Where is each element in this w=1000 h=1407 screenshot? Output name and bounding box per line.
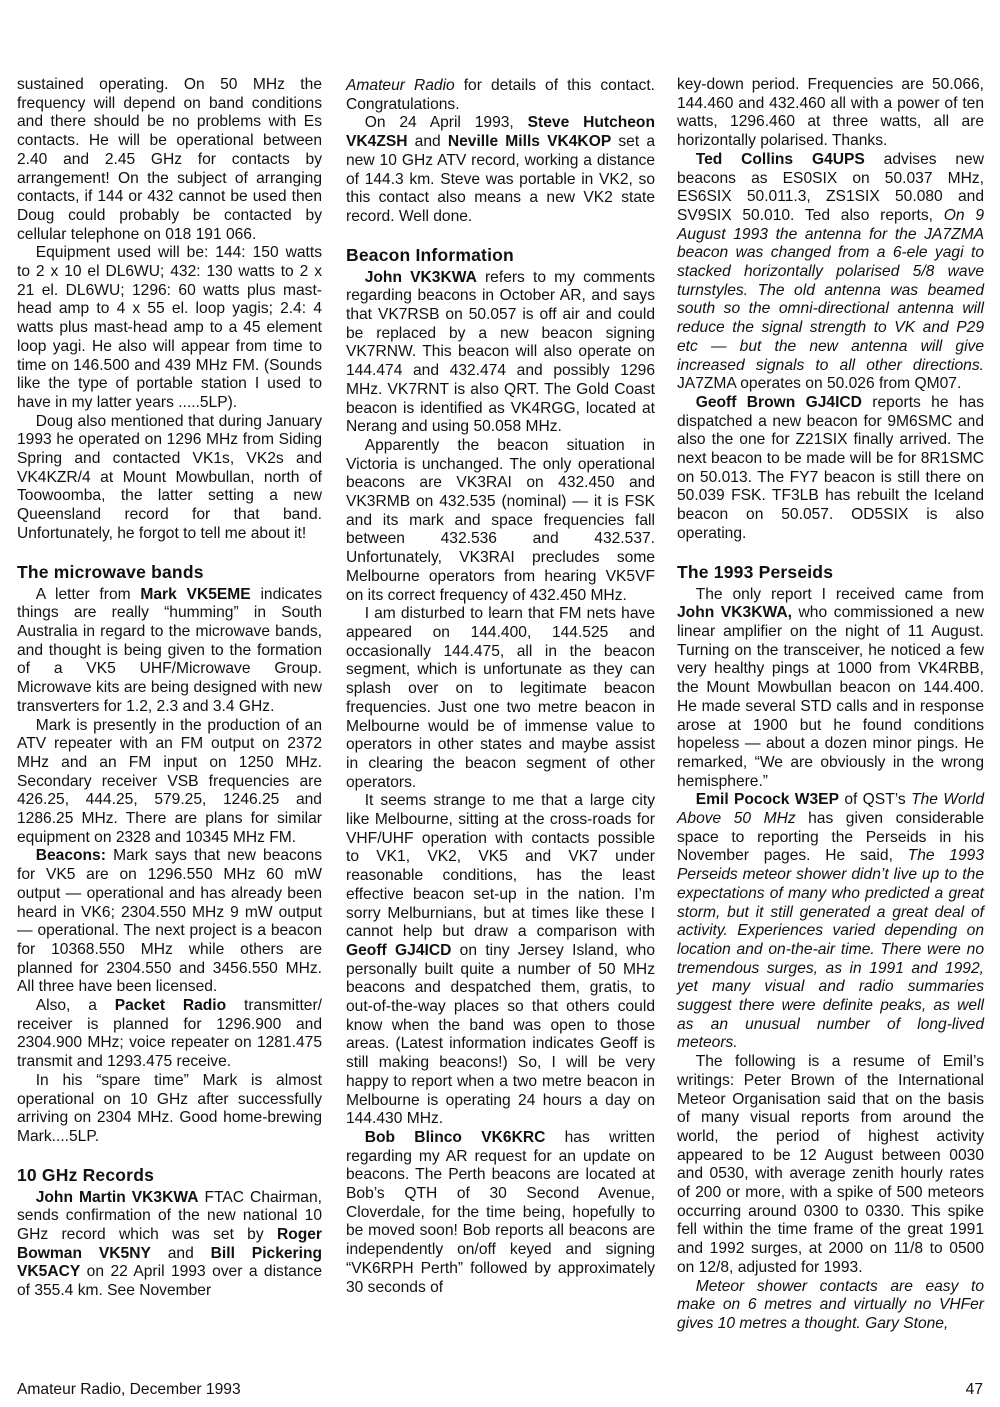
- paragraph: [17, 997, 322, 1072]
- paragraph: Doug also mentioned that during January 1993 he operated on 1296 MHz from Siding Spring and contacted VK1s, VK2s and VK4KZR/4 at Mount Mowbullan, north of Toowoomba, the latter setting a new Queensland record for that band. Unfortunately, he forgot to tell me about it!: [17, 412, 322, 542]
- paragraph: [17, 586, 322, 717]
- paragraph: [346, 114, 655, 226]
- paragraph: [677, 586, 984, 792]
- publication-title: The World Above 50 MHz: [677, 791, 984, 828]
- paragraph: [677, 1278, 984, 1334]
- paragraph: In his “spare time” Mark is almost operational on 10 GHz after successfully arriving on 2304 MHz. Good home-brewing Mark....5LP.: [17, 1071, 322, 1145]
- text-run: FTAC Chairman, sends confirmation of the new national 10 GHz record which was set by: [17, 1188, 322, 1244]
- text-run: advises new beacons as ES0SIX on 50.037 MHz, ES6SIX 50.011.3, ZS1SIX 50.080 and SV9SIX 50.010. Ted also reports,: [677, 150, 984, 224]
- page-number: 47: [965, 1381, 983, 1398]
- paragraph: The following is a resume of Emil’s writings: Peter Brown of the International Meteor Organisation said that on the basis of many visual reports from around the world, the period of highest activity appeared to be 12 August between 0030 and 0530, with average zenith hourly rates of 200 or more, with a spike of 500 meteors occurring around 0300 to 0330. This spike fell within the time frame of the great 1991 and 1992 surges, at 2000 on 11/8 to 0500 on 12/8, adjusted for 1993.: [677, 1053, 984, 1276]
- text-run: on tiny Jersey Island, who personally built quite a number of 50 MHz beacons and despatched them, gratis, to out-of-the-way places so that others could know when the band was open to those areas. (Latest information indicates Geoff is still making beacons!) So, I will be very happy to report when a two metre beacon in Melbourne is operating 24 hours a day on 144.430 MHz.: [346, 941, 655, 1128]
- text-run: On 24 April 1993,: [364, 114, 528, 132]
- text-run: who commissioned a new linear amplifier on the night of 11 August. Turning on the transceiver, he noticed a few very healthy pings at 1000 from VK4RBB, the Mount Mowbullan beacon on 144.400. He made several STD calls and in response arose at 1900 but he found conditions hopeless — about a dozen minor pings. He remarked, “We are obviously in the wrong hemisphere.”: [677, 604, 984, 790]
- callsign-name: John VK3KWA: [364, 268, 477, 286]
- paragraph: [677, 791, 984, 1053]
- paragraph: [346, 792, 655, 1129]
- section-heading-10ghz-records: 10 GHz Records: [17, 1164, 155, 1185]
- callsign-name: Emil Pocock W3EP: [695, 791, 839, 809]
- callsign-name: Neville Mills VK4KOP: [447, 133, 612, 151]
- text-run: Mark says that new beacons for VK5 are on 1296.550 MHz 60 mW output — operational and has already been heard in VK6; 2304.550 MHz 9 mW output — operational. The next project is a beacon for 10368.550 MHz while others are planned for 2304.550 and 3456.550 MHz. All three have been licensed.: [17, 847, 322, 996]
- callsign-name: Geoff GJ4ICD: [346, 941, 452, 959]
- paragraph: [677, 151, 984, 394]
- callsign-name: Mark VK5EME: [140, 585, 251, 603]
- text-run: It seems strange to me that a large city like Melbourne, sitting at the cross-roads for VHF/UHF operation with contacts possible to VK1, VK2, VK5 and VK7 under reasonable conditions, has the least effective beacon set-up in the nation. I’m sorry Melburnians, but at times like these I cannot help but draw a comparison with: [346, 792, 655, 941]
- text-run: and: [150, 1244, 211, 1262]
- callsign-name: Steve Hutcheon VK4ZSH: [346, 114, 655, 151]
- callsign-name: Bob Blinco VK6KRC: [364, 1128, 546, 1146]
- paragraph: sustained operating. On 50 MHz the frequency will depend on band conditions and there should be no problems with Es contacts. He will be operational between 2.40 and 2.45 GHz for contacts by arrangement! On the subject of arranging contacts, if 144 or 432 cannot be used then Doug could probably be contacted by cellular telephone on 018 191 066.: [17, 76, 322, 243]
- column-right: [677, 76, 984, 1334]
- text-run: indicates things are really “humming” in South Australia in regard to the microwave bands, and thought is being given to the formation of a VK5 UHF/Microwave Group. Microwave kits are being designed with new transverters for 1.2, 2.3 and 3.4 GHz.: [17, 585, 322, 715]
- text-run: and: [407, 133, 448, 151]
- publication-title: Amateur Radio: [346, 77, 455, 94]
- paragraph: Mark is presently in the production of an ATV repeater with an FM output on 2372 MHz and an FM input on 1250 MHz. Secondary receiver VSB frequencies are 426.25, 444.25, 579.25, 1246.25 and 1286.25 MHz. There are plans for similar equipment on 2328 and 10345 MHz FM.: [17, 716, 322, 846]
- text-run: on 22 April 1993 over a distance of 355.4 km. See November: [17, 1263, 322, 1300]
- paragraph: [346, 269, 655, 437]
- column-middle: [346, 77, 655, 1297]
- paragraph: [346, 77, 655, 114]
- callsign-name: Bill Pickering VK5ACY: [17, 1244, 323, 1281]
- text-run: JA7ZMA operates on 50.026 from QM07.: [677, 375, 962, 393]
- paragraph: [346, 1129, 655, 1297]
- section-heading-1993-perseids: The 1993 Perseids: [677, 561, 834, 582]
- column-left: [17, 76, 322, 1301]
- text-run: Also, a: [35, 997, 115, 1015]
- callsign-name: Ted Collins G4UPS: [695, 150, 865, 168]
- callsign-name: John VK3KWA,: [677, 604, 792, 622]
- paragraph: [677, 394, 984, 544]
- paragraph: Apparently the beacon situation in Victoria is unchanged. The only operational beacons are VK3RAI on 432.450 and VK3RMB on 432.535 (nominal) — it is FSK and its mark and space frequencies fall between 432.536 and 432.537. Unfortunately, VK3RAI precludes some Melbourne operators from hearing VK5VF on its correct frequency of 432.450 MHz.: [346, 436, 655, 604]
- text-run: transmitter/ receiver is planned for 1296.900 and 2304.900 MHz; voice repeater on 1281.475 transmit and 1293.475 receive.: [17, 997, 322, 1071]
- quoted-text: Meteor shower contacts are easy to make on 6 metres and virtually no VHFer gives 10 metres a thought. Gary Stone,: [677, 1277, 984, 1332]
- callsign-name: Geoff Brown GJ4ICD: [695, 393, 862, 411]
- section-heading-beacon-information: Beacon Information: [346, 244, 514, 265]
- text-run: has given considerable space to reporting the Perseids in his November pages. He said,: [677, 810, 984, 865]
- paragraph: Equipment used will be: 144: 150 watts to 2 x 10 el DL6WU; 432: 130 watts to 2 x 21 el. DL6WU; 1296: 60 watts plus mast-head amp to 4 x 55 el. loop yagis; 2.4: 4 watts plus mast-head amp to a 45 element loop yagi. He also will appear from time to time on 146.500 and 439 MHz FM. (Sounds like the type of portable station I used to have in my latter years .....5LP).: [17, 244, 322, 411]
- text-run: A letter from: [35, 585, 141, 603]
- text-run: refers to my comments regarding beacons in October AR, and says that VK7RSB on 50.057 is off air and could be replaced by a new beacon signing VK7RNW. This beacon will also operate on 144.474 and 432.474 and possibly 1296 MHz. VK7RNT is also QRT. The Gold Coast beacon is identified as VK4RGG, located at Nerang and using 50.058 MHz.: [346, 268, 656, 436]
- paragraph: [17, 847, 322, 997]
- callsign-name: John Martin VK3KWA: [35, 1188, 199, 1206]
- text-run: reports he has dispatched a new beacon for 9M6SMC and also the one for Z21SIX finally arrived. The next beacon to be made will be for 8R1SMC on 50.013. The FY7 beacon is still there on 50.039 FSK. TF3LB has rebuilt the Iceland beacon on 50.057. OD5SIX is also operating.: [677, 393, 984, 542]
- text-run: of QST’s: [839, 791, 912, 809]
- paragraph: I am disturbed to learn that FM nets have appeared on 144.400, 144.525 and occasionally 144.475, all in the beacon segment, which is unfortunate as they can splash over on to legitimate beacon frequencies. Just one two metre beacon in Melbourne would be of immense value to operators in other states and maybe assist in clearing the beacon segment of other operators.: [346, 605, 655, 791]
- text-run: for details of this contact. Congratulations.: [346, 77, 655, 113]
- quoted-text: The 1993 Perseids meteor shower didn’t live up to the expectations of many who predicted a great storm, but it still generated a great deal of activity. Experiences varied depending on location and on-the-air time. There were no tremendous surges, as in 1991 and 1992, yet many visual and radio summaries suggest there were definite peaks, as well as an unusual number of long-lived meteors.: [677, 847, 984, 1052]
- inline-label: Beacons:: [35, 847, 106, 865]
- text-run: set a new 10 GHz ATV record, working a distance of 144.3 km. Steve was portable in VK2, so this contact also means a new VK2 state record. Well done.: [346, 133, 656, 225]
- inline-label: Packet Radio: [114, 997, 227, 1015]
- quoted-text: On 9 August 1993 the antenna for the JA7ZMA beacon was changed from a 6-ele yagi to stacked horizontally polarised 5/8 wave turnstyles. The old antenna was beamed south so the omni-directional antenna will reduce the signal strength to VK and P29 etc — but the new antenna will give increased signals to all other directions.: [677, 206, 984, 374]
- section-heading-microwave-bands: The microwave bands: [17, 561, 204, 582]
- callsign-name: Roger Bowman VK5NY: [17, 1226, 322, 1262]
- paragraph: [17, 1189, 322, 1301]
- text-run: has written regarding my AR request for an update on beacons. The Perth beacons are located at Bob’s QTH of 30 Second Avenue, Cloverdale, for the time being, hopefully to be moved soon! Bob reports all beacons are independently on/off keyed and signing “VK6RPH Perth” followed by approximately 30 seconds of: [346, 1128, 655, 1296]
- paragraph: key-down period. Frequencies are 50.066, 144.460 and 432.460 all with a power of ten watts, 1296.460 at three watts, all are horizontally polarised. Thanks.: [677, 76, 984, 150]
- text-run: The only report I received came from: [695, 585, 984, 603]
- footer-publication: Amateur Radio, December 1993: [17, 1381, 241, 1398]
